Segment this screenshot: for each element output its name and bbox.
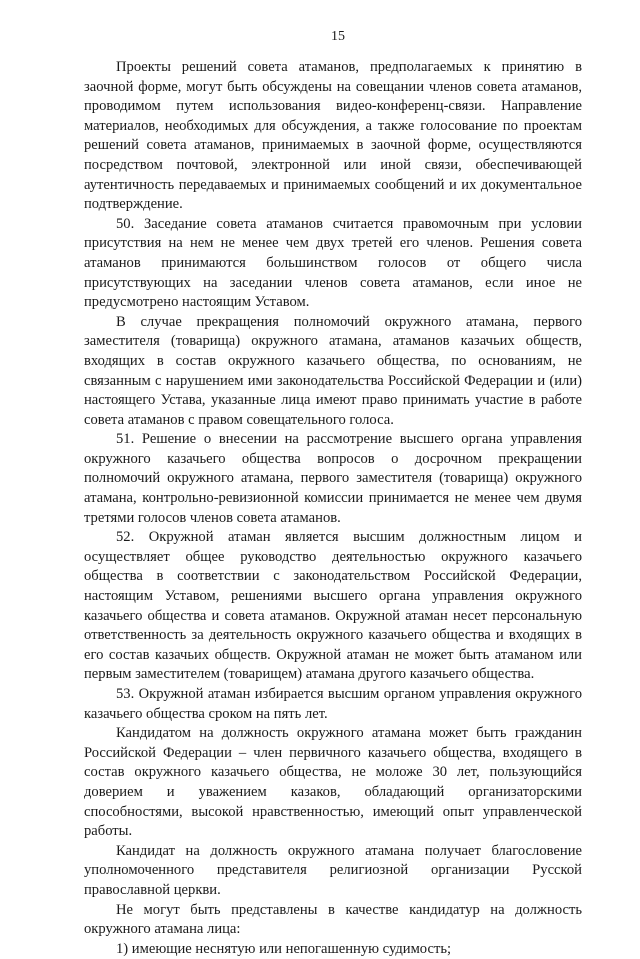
- paragraph-candidate-requirements: Кандидатом на должность окружного атамана может быть гражданин Российской Федерации – член первичного казачьего общества, входящего в состав окружного казачьего общества, не моложе 30 лет, пользующийся доверием и уважением казаков, обладающий организаторскими способностями, высокой нравственностью, имеющий опыт управленческой работы.: [84, 725, 582, 840]
- paragraph-item-53: 53. Окружной атаман избирается высшим органом управления окружного казачьего общества сроком на пять лет.: [84, 686, 582, 722]
- paragraph-ineligible-intro: Не могут быть представлены в качестве кандидатур на должность окружного атамана лица:: [84, 901, 582, 938]
- paragraph-blessing: Кандидат на должность окружного атамана получает благословение уполномоченного представителя религиозной организации Русской православной церкви.: [84, 842, 582, 898]
- paragraph-termination-of-powers: В случае прекращения полномочий окружного атамана, первого заместителя (товарища) окружного атамана, атаманов казачьих обществ, входящих в состав окружного казачьего общества, по основаниям, не связанным с нарушением ими законодательства Российской Федерации и (или) настоящего Устава, указанные лица имеют право принимать участие в работе совета атаманов с правом совещательного голоса.: [84, 313, 582, 428]
- paragraph-remote-meeting: Проекты решений совета атаманов, предполагаемых к принятию в заочной форме, могут быть обсуждены на совещании членов совета атаманов, проводимом путем использования видео-конференц-связи. Направление материалов, необходимых для обсуждения, а также голосование по проектам решений совета атаманов, принимаемых в заочной форме, осуществляются посредством почтовой, электронной или иной связи, обеспечивающей аутентичность передаваемых и принимаемых сообщений и их документальное подтверждение.: [84, 59, 582, 213]
- list-item-1: 1) имеющие неснятую или непогашенную судимость;: [116, 940, 452, 957]
- paragraph-item-50: 50. Заседание совета атаманов считается правомочным при условии присутствия на нем не менее чем двух третей его членов. Решения совета атаманов принимаются большинством голосов от общего числа присутствующих на заседании членов совета атаманов, если иное не предусмотрено настоящим Уставом.: [84, 215, 582, 311]
- page-number: 15: [331, 29, 345, 44]
- paragraph-item-51: 51. Решение о внесении на рассмотрение высшего органа управления окружного казачьего общества вопросов о досрочном прекращении полномочий окружного атамана, первого заместителя (товарища) окружного атамана, контрольно-ревизионной комиссии принимается не менее чем двумя третями голосов членов совета атаманов.: [84, 431, 582, 526]
- paragraph-item-52: 52. Окружной атаман является высшим должностным лицом и осуществляет общее руководство деятельностью окружного казачьего общества в соответствии с законодательством Российской Федерации, настоящим Уставом, решениями высшего органа управления окружного казачьего общества и совета атаманов. Окружной атаман несет персональную ответственность за деятельность окружного казачьего общества и входящих в его состав казачьих обществ. Окружной атаман не может быть атаманом или первым заместителем (товарищем) атамана другого казачьего общества.: [84, 529, 582, 683]
